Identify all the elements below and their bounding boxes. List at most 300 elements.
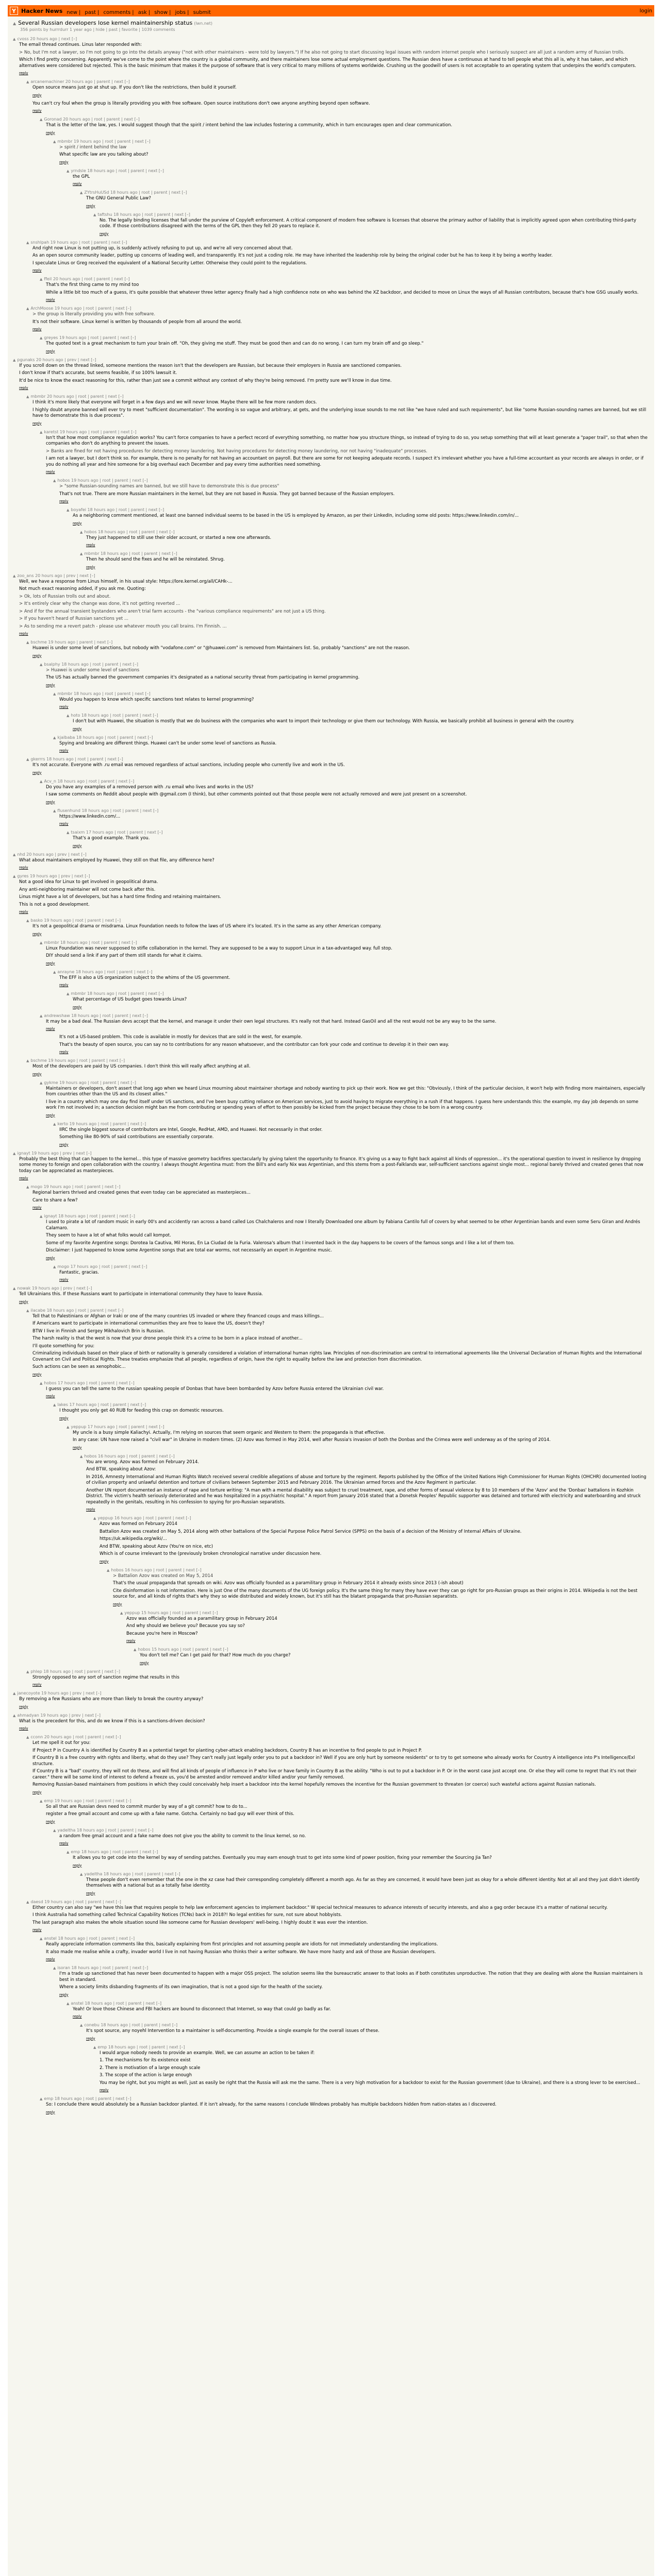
comment-meta-text[interactable]: snshlpah 19 hours ago | root | parent | next [–] <box>30 240 127 245</box>
upvote-arrow-icon[interactable]: ▲ <box>26 640 29 645</box>
upvote-arrow-icon[interactable]: ▲ <box>53 1403 56 1407</box>
reply-link[interactable]: reply <box>46 1819 55 1824</box>
comment-meta-text[interactable]: isoran 18 hours ago | root | parent | next [–] <box>57 1965 148 1970</box>
comment-meta-text[interactable]: janecoyote 19 hours ago | prev | next [–] <box>17 1691 102 1696</box>
reply-link[interactable]: reply <box>32 1928 42 1932</box>
upvote-arrow-icon[interactable]: ▲ <box>40 662 43 667</box>
upvote-arrow-icon[interactable]: ▲ <box>26 1900 29 1904</box>
comment-tree <box>8 34 654 2115</box>
reply-link[interactable]: reply <box>59 1278 69 1282</box>
reply-link[interactable]: reply <box>59 749 69 753</box>
upvote-arrow-icon[interactable]: ▲ <box>53 1264 56 1269</box>
upvote-arrow-icon[interactable]: ▲ <box>67 1425 70 1429</box>
reply-link[interactable]: reply <box>100 231 109 236</box>
comment-meta <box>93 2044 649 2050</box>
reply-link[interactable]: reply <box>59 1841 69 1845</box>
nav-past[interactable]: past <box>85 9 96 15</box>
comment-paragraph: > Ok, lots of Russian trolls out and about. <box>19 594 111 599</box>
reply-link[interactable]: reply <box>73 2014 82 2019</box>
comment-body <box>73 174 649 180</box>
comment-meta-text[interactable]: bschme 19 hours ago | parent | next [–] <box>30 640 113 645</box>
reply-link[interactable]: reply <box>19 1299 28 1304</box>
upvote-arrow-icon[interactable]: ▲ <box>26 1059 29 1063</box>
comment-meta-text[interactable]: ahmadyan 19 hours ago | prev | next [–] <box>17 1713 101 1718</box>
upvote-arrow-icon[interactable]: ▲ <box>53 808 56 813</box>
upvote-arrow-icon[interactable]: ▲ <box>80 2023 83 2027</box>
upvote-arrow-icon[interactable]: ▲ <box>26 1735 29 1739</box>
reply-link[interactable]: reply <box>46 1394 55 1398</box>
reply-link[interactable]: reply <box>19 71 28 75</box>
upvote-arrow-icon[interactable]: ▲ <box>40 277 43 281</box>
reply-link[interactable]: reply <box>73 182 82 186</box>
reply-link[interactable]: reply <box>59 822 69 826</box>
reply-link[interactable]: reply <box>19 1176 28 1180</box>
comment-meta-text[interactable]: kerto 19 hours ago | root | parent | next [–] <box>57 1121 146 1126</box>
reply-link[interactable]: reply <box>73 521 82 526</box>
upvote-arrow-icon[interactable]: ▲ <box>40 1381 43 1385</box>
upvote-arrow-icon[interactable]: ▲ <box>80 1872 83 1876</box>
comment-paragraph: If Project P in Country A is identified by Country B as a potential target for planting cyber-attack enabling backdoors, Country B has an incentive to find people to put in Project P. <box>32 1748 422 1753</box>
upvote-arrow-icon[interactable]: ▲ <box>40 1080 43 1085</box>
comment-meta-text[interactable]: emp 18 hours ago | root | parent | next [–] <box>44 2096 131 2101</box>
comment-meta-text[interactable]: ArchMoose 19 hours ago | root | parent | next [–] <box>30 306 131 311</box>
upvote-arrow-icon[interactable]: ▲ <box>40 336 43 340</box>
upvote-arrow-icon[interactable]: ▲ <box>13 1713 16 1718</box>
comment-meta-text[interactable]: flusenhund 18 hours ago | root | parent | next [–] <box>57 808 159 813</box>
reply-link[interactable]: reply <box>46 683 55 687</box>
comment-paragraph: Not a good idea for Linux to get involved in geopolitical drama. <box>19 879 158 885</box>
upvote-arrow-icon[interactable]: ▲ <box>40 779 43 784</box>
upvote-arrow-icon[interactable]: ▲ <box>13 1286 16 1291</box>
comment-paragraph: Huawei is under some level of sanctions, but nobody with "vodafone.com" or "@huawei.com" is removed from Maintainers list. So, probably "sanctions" are not the reason. <box>32 646 410 651</box>
comment-meta-text[interactable]: basko 19 hours ago | root | parent | next [–] <box>30 918 121 923</box>
comment-paragraph: It allows you to get code into the kernel by way of sending patches. Eventually you may earn enough trust to get into some kind of power position, fixing your remember the Sourcing Jia Tan? <box>73 1855 492 1860</box>
reply-link[interactable]: reply <box>73 726 82 731</box>
comment-meta-text[interactable]: yeppup 15 hours ago | root | parent | next [–] <box>124 1610 218 1615</box>
comment-meta-text[interactable]: daesd 19 hours ago | root | parent | next [–] <box>30 1899 121 1904</box>
upvote-arrow-icon[interactable]: ▲ <box>26 80 29 84</box>
comment-meta-text[interactable]: nowak 19 hours ago | prev | next [–] <box>17 1286 92 1291</box>
upvote-arrow-icon[interactable]: ▲ <box>67 2001 70 2006</box>
upvote-arrow-icon[interactable]: ▲ <box>26 1185 29 1189</box>
comment-meta-text[interactable]: emp 19 hours ago | root | parent | next [–] <box>44 1798 131 1803</box>
comment <box>53 1035 649 1055</box>
comment-body <box>46 1942 649 1955</box>
story-domain[interactable]: (lwn.net) <box>194 21 212 26</box>
comment-meta <box>53 1827 649 1834</box>
comment-meta <box>80 529 649 535</box>
comment-meta-text[interactable]: mbmbr 18 hours ago | root | parent | next [–] <box>71 991 164 996</box>
reply-link[interactable]: reply <box>32 109 42 113</box>
comment-meta-text[interactable]: tsaixm 17 hours ago | root | parent | next [–] <box>71 830 163 835</box>
reply-link[interactable]: reply <box>59 1142 69 1147</box>
upvote-arrow-icon[interactable]: ▲ <box>67 831 70 835</box>
comment-paragraph: Tell that to Palestinians or Afghan or Iraki or one of the many countries US invaded or where they financed coups and mass killings... <box>32 1313 324 1319</box>
reply-link[interactable]: reply <box>73 843 82 848</box>
comment-meta-text[interactable]: gyres 19 hours ago | prev | next [–] <box>17 874 90 878</box>
reply-link[interactable]: reply <box>32 653 42 658</box>
comment-meta-text[interactable]: kjalbaba 18 hours ago | root | parent | next [–] <box>57 735 153 740</box>
comment-meta-text[interactable]: cvoss 20 hours ago | next [–] <box>17 37 77 41</box>
comment-paragraph: It also made me realise while a crafty, invader world I live in not having Russian who thinks their a writer software. We have more hasty and ask of those are Russian developers. <box>46 1949 436 1955</box>
reply-link[interactable]: reply <box>100 1559 109 1564</box>
comment-paragraph: I highly doubt anyone banned will ever try to meet "sufficient documentation". The wording is so vague and arbitrary, at gets, and the underlying issue sounds to me not like "we have ruled and such requirements", but like "some Russian-sounding names are banned, but we still have to demonstrate this is due process". <box>32 407 647 418</box>
upvote-arrow-icon[interactable]: ▲ <box>40 117 43 122</box>
comment-meta-text[interactable]: bsalphy 18 hours ago | root | parent | next [–] <box>44 662 138 667</box>
reply-link[interactable]: reply <box>86 1507 95 1512</box>
upvote-arrow-icon[interactable]: ▲ <box>93 212 96 217</box>
comment <box>13 1285 649 1304</box>
comment-meta <box>53 1965 649 1971</box>
upvote-arrow-icon[interactable]: ▲ <box>53 139 56 144</box>
comment-paragraph: That's not true. There are more Russian maintainers in the kernel, but they are not based in Russia. They got banned because of the Russian employers. <box>59 491 395 497</box>
upvote-arrow-icon[interactable]: ▲ <box>80 552 83 556</box>
upvote-arrow-icon[interactable]: ▲ <box>53 691 56 696</box>
reply-link[interactable]: reply <box>86 1891 95 1895</box>
reply-link[interactable]: reply <box>32 1072 42 1076</box>
comment-meta-text[interactable]: ignayt 18 hours ago | root | parent | next [–] <box>44 1214 135 1218</box>
reply-link[interactable]: reply <box>32 1683 42 1687</box>
comment <box>26 240 649 274</box>
upvote-arrow-icon[interactable]: ▲ <box>67 992 70 996</box>
comment-meta-text[interactable]: hobos 16 hours ago | root | parent | next [–] <box>111 1567 202 1572</box>
reply-link[interactable]: reply <box>59 1992 69 1997</box>
upvote-arrow-icon[interactable]: ▲ <box>53 1122 56 1126</box>
reply-link[interactable]: reply <box>19 910 28 914</box>
comment-meta <box>26 79 649 85</box>
comment-meta-text[interactable]: yadeltha 18 hours ago | root | parent | next [–] <box>84 1871 180 1876</box>
reply-link[interactable]: reply <box>86 565 95 569</box>
reply-link[interactable]: reply <box>73 1005 82 1009</box>
comment-body <box>32 400 649 419</box>
reply-link[interactable]: reply <box>46 2110 55 2114</box>
comment-paragraph: Not much exact reasoning added, if you ask me. Quoting: <box>19 586 146 591</box>
comment-meta-text[interactable]: anrayne 18 hours ago | root | parent | next [–] <box>57 969 153 974</box>
reply-link[interactable]: reply <box>140 1660 149 1665</box>
reply-link[interactable]: reply <box>86 204 95 208</box>
upvote-arrow-icon[interactable]: ▲ <box>26 919 29 923</box>
nav-submit[interactable]: submit <box>193 9 211 15</box>
comment-paragraph: Either country can also say "we have this law that requires people to help law enforcement agencies to implement backdoor." W special technical measures to advance interests of security interests, and also a gag order because it's a matter of national security. <box>32 1905 608 1910</box>
reply-link[interactable]: reply <box>32 421 42 426</box>
comment-meta <box>53 808 649 814</box>
comment <box>26 1184 649 1210</box>
reply-link[interactable]: reply <box>32 1372 42 1377</box>
comment-paragraph: While a little bit too much of a guess, it's quite possible that whatever three letter agency finally had a high confidence note on who was behind the XZ backdoor, and decided to move on Linux the ways of all Russian contributors, because that's how GSG usually works. <box>46 290 639 295</box>
reply-link[interactable]: reply <box>32 93 42 97</box>
comment-meta-text[interactable]: hoto 18 hours ago | root | parent | next [–] <box>71 713 158 718</box>
comment-meta <box>40 1936 649 1942</box>
upvote-arrow-icon[interactable]: ▲ <box>26 307 29 311</box>
comment <box>53 1121 649 1147</box>
comment-paragraph: 1. The mechanisms for its existence exist <box>100 2058 191 2063</box>
comment-paragraph: Any anti-neighboring maintainer will not come back after this. <box>19 887 156 892</box>
comment <box>26 79 649 98</box>
comment-body <box>32 1064 649 1070</box>
comment-meta <box>134 1647 649 1653</box>
comment-paragraph: What specific law are you talking about? <box>59 152 148 157</box>
comment-paragraph: And BTW, speaking about Azov (You're on nice, etc) <box>100 1544 213 1549</box>
comment-paragraph: Which is of course irrelevant to the (previously broken chronological narrative under discussion here. <box>100 1551 322 1556</box>
upvote-arrow-icon[interactable]: ▲ <box>80 191 83 195</box>
upvote-arrow-icon[interactable]: ▲ <box>26 240 29 245</box>
upvote-arrow-icon[interactable]: ▲ <box>40 1799 43 1803</box>
comment-meta-text[interactable]: yeppup 16 hours ago | root | parent | next [–] <box>97 1516 191 1520</box>
comment-meta-text[interactable]: yrndsle 18 hours ago | root | parent | next [–] <box>71 168 164 173</box>
reply-link[interactable]: reply <box>59 1050 69 1054</box>
comment-paragraph: So all that are Russian devs need to commit murder by way of a git commit? how to do to... <box>46 1804 247 1809</box>
comment-paragraph: I saw some comments on Reddit about people with @gmail.com (I think), but other comments pointed out that those people were not actually removed and were just present on a screenshot. <box>46 792 467 797</box>
upvote-arrow-icon[interactable]: ▲ <box>13 1691 16 1696</box>
comment-meta-text[interactable]: zoo_ans 20 hours ago | prev | next [–] <box>17 573 95 578</box>
comment-meta-text[interactable]: anstel 18 hours ago | root | parent | next [–] <box>44 1936 135 1941</box>
comment-meta-text[interactable]: hobos 19 hours ago | root | parent | next [–] <box>57 478 148 483</box>
comment-meta-text[interactable]: ZYtrsHuUSd 18 hours ago | root | parent | next [–] <box>84 190 187 195</box>
upvote-arrow-icon[interactable]: ▲ <box>67 1850 70 1854</box>
comment <box>40 1013 649 1032</box>
nav-comments[interactable]: comments <box>103 9 131 15</box>
upvote-arrow-icon[interactable]: ▲ <box>13 1151 16 1156</box>
comment-body <box>19 1292 649 1298</box>
comment-meta-text[interactable]: ignayt 19 hours ago | prev | next [–] <box>17 1150 92 1156</box>
nav-jobs[interactable]: jobs <box>175 9 186 15</box>
comment-meta-text[interactable]: phlep 18 hours ago | root | parent | next [–] <box>30 1669 121 1674</box>
reply-link[interactable]: reply <box>46 130 55 135</box>
comment-meta-text[interactable]: mbmbr 18 hours ago | root | parent | next [–] <box>84 551 177 556</box>
reply-link[interactable]: reply <box>46 1957 55 1961</box>
comment-paragraph: I used to pirate a lot of random music in early 00's and accidently ran across a band called Los Chalchaleros and now I literally Downloaded one album by Fabiana Cantilo full of covers by what seemed to be other Argentinian bands and even some Seru Giran and Andrés Calamaro. <box>46 1219 640 1231</box>
comment <box>67 168 649 187</box>
comment-meta <box>53 1402 649 1408</box>
comment-body <box>19 1697 649 1703</box>
reply-link[interactable]: reply <box>73 1445 82 1450</box>
comment-meta-text[interactable]: ffeil 20 hours ago | root | parent | next [–] <box>44 277 130 281</box>
comment-meta-text[interactable]: karetst 19 hours ago | root | parent | next [–] <box>44 429 137 434</box>
comment-paragraph: In any case: UN have now raised a "civil war" in Ukraine in modern times. (2) Azov was formed in May 2014, well after Russia's invasion of both the Donbas and the Crimea were well underway as of the spring of 2014. <box>73 1437 551 1443</box>
comment-meta-text[interactable]: mogo 17 hours ago | root | parent | next [–] <box>57 1264 147 1269</box>
upvote-arrow-icon[interactable]: ▲ <box>67 714 70 718</box>
upvote-arrow-icon[interactable]: ▲ <box>67 508 70 512</box>
reply-link[interactable]: reply <box>32 931 42 936</box>
comment-paragraph: And why should we believe you? Because you say so? <box>126 1623 245 1629</box>
reply-link[interactable]: reply <box>32 327 42 331</box>
reply-link[interactable]: reply <box>19 1704 28 1709</box>
reply-link[interactable]: reply <box>113 1602 122 1606</box>
upvote-arrow-icon[interactable]: ▲ <box>134 1648 137 1652</box>
upvote-arrow-icon[interactable]: ▲ <box>40 1937 43 1941</box>
upvote-arrow-icon[interactable]: ▲ <box>26 1669 29 1674</box>
comment-body <box>32 101 649 107</box>
upvote-arrow-icon[interactable]: ▲ <box>40 2097 43 2101</box>
upvote-arrow-icon[interactable]: ▲ <box>13 358 16 362</box>
comment-meta-text[interactable]: Goronad 20 hours ago | root | parent | next [–] <box>44 117 140 122</box>
comment-meta <box>26 1058 649 1064</box>
comment-paragraph: The quoted text is a great mechanism to turn your brain off. "Oh, they giving me stuff. They must be good then and can do no wrong. I can turn my brain off and go sleep." <box>46 341 424 346</box>
upvote-arrow-icon[interactable]: ▲ <box>13 852 16 857</box>
comment-meta-text[interactable]: emp 18 hours ago | root | parent | next [–] <box>97 2044 185 2049</box>
reply-link[interactable]: reply <box>46 298 55 302</box>
comment-meta <box>40 1380 649 1386</box>
comment-meta-text[interactable]: ilacabe 18 hours ago | root | parent | next [–] <box>30 1308 124 1313</box>
upvote-arrow-icon[interactable]: ▲ <box>26 757 29 761</box>
upvote-arrow-icon[interactable]: ▲ <box>13 37 16 41</box>
upvote-arrow-icon[interactable]: ▲ <box>67 168 70 173</box>
upvote-arrow-icon[interactable]: ▲ <box>120 1611 123 1615</box>
comment-meta-text[interactable]: yeppup 17 hours ago | root | parent | next [–] <box>71 1424 164 1429</box>
nav-show[interactable]: show <box>154 9 168 15</box>
comment <box>40 778 649 805</box>
upvote-arrow-icon[interactable]: ▲ <box>53 735 56 740</box>
reply-link[interactable]: reply <box>46 1256 55 1260</box>
upvote-arrow-icon[interactable]: ▲ <box>26 1308 29 1313</box>
comment-meta <box>13 1690 649 1697</box>
nav-ask[interactable]: ask <box>138 9 147 15</box>
comment-meta-text[interactable]: mbmbr 18 hours ago | root | parent | next [–] <box>44 940 137 945</box>
reply-link[interactable]: reply <box>73 1863 82 1868</box>
comment-meta-text[interactable]: mbmbr 19 hours ago | root | parent | next [–] <box>57 139 151 144</box>
upvote-arrow-icon[interactable]: ▲ <box>93 1516 96 1520</box>
comment-meta <box>80 190 649 196</box>
comment-meta-text[interactable]: hobos 18 hours ago | root | parent | next [–] <box>84 529 175 534</box>
comment-meta <box>67 829 649 836</box>
reply-link[interactable]: reply <box>19 1726 28 1731</box>
comment-meta-text[interactable]: conebu 18 hours ago | root | parent | next [–] <box>84 2023 178 2027</box>
comment-paragraph: Where a society limits disbanding fragments of its own imagination, that is not a good sign for the health of the society. <box>59 1985 323 1990</box>
comment-meta-text[interactable]: lakes 17 hours ago | root | parent | next [–] <box>57 1402 146 1407</box>
upvote-arrow-icon[interactable]: ▲ <box>53 479 56 483</box>
comment-paragraph: > And if for the annual transient bystanders who aren't trial farm accounts - the "various compliance requirements" are not just a US thing. <box>19 608 326 614</box>
upvote-arrow-icon[interactable]: ▲ <box>40 940 43 945</box>
comment-paragraph: As an open source community leader, putting up concerns of leading well, and transparently. It's not just a coding role. He may have inherited the leadership role by being the original coder but he has to keep it by being a worthy leader. <box>32 253 553 258</box>
reply-link[interactable]: reply <box>100 2088 109 2092</box>
comment-body <box>46 1804 649 1818</box>
comment-paragraph: Fantastic, gracias. <box>59 1269 99 1275</box>
comment-meta-text[interactable]: arcanemachiner 20 hours ago | parent | next [–] <box>30 79 130 84</box>
reply-link[interactable]: reply <box>86 2036 95 2041</box>
comment-meta-text[interactable]: mogo 19 hours ago | root | parent | next [–] <box>30 1184 121 1189</box>
comment-meta <box>40 116 649 123</box>
reply-link[interactable]: reply <box>46 1113 55 1117</box>
comment-meta-text[interactable]: hobos 15 hours ago | root | parent | next [–] <box>138 1647 228 1652</box>
comment-meta-text[interactable]: boyafei 18 hours ago | root | parent | next [–] <box>71 507 164 512</box>
comment-meta-text[interactable]: hobos 16 hours ago | root | parent | next [–] <box>84 1453 175 1459</box>
comment-meta-text[interactable]: gykme 19 hours ago | root | parent | next [–] <box>44 1080 136 1085</box>
y-logo-icon[interactable]: Y <box>10 7 18 15</box>
upvote-arrow-icon[interactable]: ▲ <box>80 530 83 534</box>
comment-body <box>46 1019 649 1025</box>
comment-body <box>86 557 649 563</box>
comment-meta-text[interactable]: taftshu 18 hours ago | root | parent | next [–] <box>97 212 190 217</box>
comment <box>80 2022 649 2041</box>
site-name-link[interactable]: Hacker News <box>21 7 63 14</box>
upvote-arrow-icon[interactable]: ▲ <box>40 1013 43 1018</box>
comment-paragraph: a random free gmail account and a fake name does not give you the ability to commit to the linux kernel, so no. <box>59 1833 306 1839</box>
comment-meta <box>53 1121 649 1127</box>
comment-paragraph: If you scroll down on the thread linked, someone mentions the reason isn't that the developers are Russian, but because their employers in Russia are sanctioned companies. <box>19 363 402 368</box>
comment-meta-text[interactable]: mbmbr 18 hours ago | root | parent | next [–] <box>57 691 151 696</box>
comment <box>13 1690 649 1709</box>
upvote-arrow-icon[interactable]: ▲ <box>13 573 16 578</box>
reply-link[interactable]: reply <box>46 349 55 353</box>
upvote-arrow-icon[interactable]: ▲ <box>13 874 16 878</box>
page-frame <box>8 5 654 2576</box>
comment-meta-text[interactable]: Acv_n 18 hours ago | root | parent | next [–] <box>44 778 135 784</box>
comment-meta-text[interactable]: andrewshaw 18 hours ago | root | parent | next [–] <box>44 1013 148 1018</box>
reply-link[interactable]: reply <box>46 800 55 804</box>
comment-body <box>73 513 649 519</box>
comment-paragraph: By removing a few Russians who are more than likely to break the country anyway? <box>19 1697 204 1702</box>
login-link[interactable]: login <box>639 8 652 14</box>
comment-meta-text[interactable]: hobos 17 hours ago | root | parent | next [–] <box>44 1380 135 1385</box>
reply-link[interactable]: reply <box>32 1206 42 1210</box>
comment-meta <box>40 1013 649 1019</box>
upvote-arrow-icon[interactable]: ▲ <box>40 1214 43 1218</box>
reply-link[interactable]: reply <box>32 770 42 775</box>
nav-separator: | <box>78 9 81 15</box>
comment-paragraph: Probably the best thing that can happen to the kernel... this type of massive geometry backfires spectacularly by giving talent the opportunity to finance. It's giving us a way to fight back against all kinds of oppression... it's the operational question to invest in resilience by dropping some money to foreign and open collaboration with the country. I always thought Argentina must: from the Bill's and early Nix was Argentinian, and this stems from a post-Falklands war, self-sufficient sanctions against single most... regional barely thrived and created genes that now today can be appreciated as masterpieces. <box>19 1156 643 1174</box>
comment-meta-text[interactable]: bschme 19 hours ago | root | parent | next [–] <box>30 1058 125 1063</box>
comment <box>67 991 649 1010</box>
reply-link[interactable]: reply <box>86 543 95 547</box>
reply-link[interactable]: reply <box>59 1416 69 1420</box>
comment-meta-text[interactable]: yadeltha 18 hours ago | root | parent | next [–] <box>57 1827 154 1833</box>
reply-link[interactable]: reply <box>59 705 69 709</box>
reply-link[interactable]: reply <box>19 866 28 870</box>
comment-body <box>59 1971 649 1991</box>
reply-link[interactable]: reply <box>32 1790 42 1794</box>
upvote-arrow-icon[interactable]: ▲ <box>26 395 29 399</box>
comment-meta-text[interactable]: nhd 20 hours ago | prev | next [–] <box>17 852 87 857</box>
reply-link[interactable]: reply <box>19 386 28 390</box>
story-title-row <box>13 20 649 26</box>
comment-paragraph: It's not accurate. Everyone with .ru email was removed regardless of actual sanctions, including people who currently live and work in the US. <box>32 762 345 768</box>
reply-link[interactable]: reply <box>32 268 42 273</box>
upvote-arrow-icon[interactable]: ▲ <box>53 1966 56 1970</box>
comment-meta-text[interactable]: greyes 19 hours ago | root | parent | next [–] <box>44 335 136 340</box>
reply-link[interactable]: reply <box>46 961 55 965</box>
reply-link[interactable]: reply <box>46 470 55 474</box>
comment-meta-text[interactable]: gkerrrs 18 hours ago | root | parent | next [–] <box>30 757 123 761</box>
comment-body <box>46 785 649 798</box>
comment-paragraph: I would argue nobody needs to provide an example. Well, we can assume an action to be taken if: <box>100 2050 315 2056</box>
upvote-arrow-icon[interactable]: ▲ <box>53 1828 56 1833</box>
comment-meta-text[interactable]: emp 18 hours ago | root | parent | next [–] <box>71 1850 158 1854</box>
upvote-arrow-icon[interactable]: ▲ <box>13 21 16 26</box>
comment-meta-text[interactable]: anstel 18 hours ago | root | parent | next [–] <box>71 2001 162 2006</box>
nav-new[interactable]: new <box>67 9 77 15</box>
upvote-arrow-icon[interactable]: ▲ <box>107 1568 110 1572</box>
comment-body <box>46 123 649 129</box>
nav-separator: | <box>132 9 134 15</box>
comment-paragraph: Really appreciate information comments like this, basically explaining from first principles and not assuming people are idiots for not immediately understanding the implications. <box>46 1942 438 1947</box>
comment-meta-text[interactable]: mbmbr 20 hours ago | root | parent | next [–] <box>30 394 124 399</box>
comment-body <box>32 1314 649 1370</box>
comment-meta-text[interactable]: cconn 20 hours ago | root | parent | next [–] <box>30 1735 121 1739</box>
reply-link[interactable]: reply <box>126 1639 136 1643</box>
story-title-link[interactable]: Several Russian developers lose kernel maintainership status <box>18 20 193 26</box>
comment <box>26 1734 649 1795</box>
upvote-arrow-icon[interactable]: ▲ <box>80 1454 83 1459</box>
reply-link[interactable]: reply <box>59 160 69 164</box>
reply-link[interactable]: reply <box>59 499 69 503</box>
upvote-arrow-icon[interactable]: ▲ <box>93 2045 96 2049</box>
upvote-arrow-icon[interactable]: ▲ <box>40 430 43 434</box>
reply-link[interactable]: reply <box>46 1027 55 1031</box>
upvote-arrow-icon[interactable]: ▲ <box>53 970 56 974</box>
reply-link[interactable]: reply <box>19 632 28 636</box>
comment-meta-text[interactable]: pgunaks 20 hours ago | prev | next [–] <box>17 357 96 362</box>
reply-link[interactable]: reply <box>59 983 69 987</box>
